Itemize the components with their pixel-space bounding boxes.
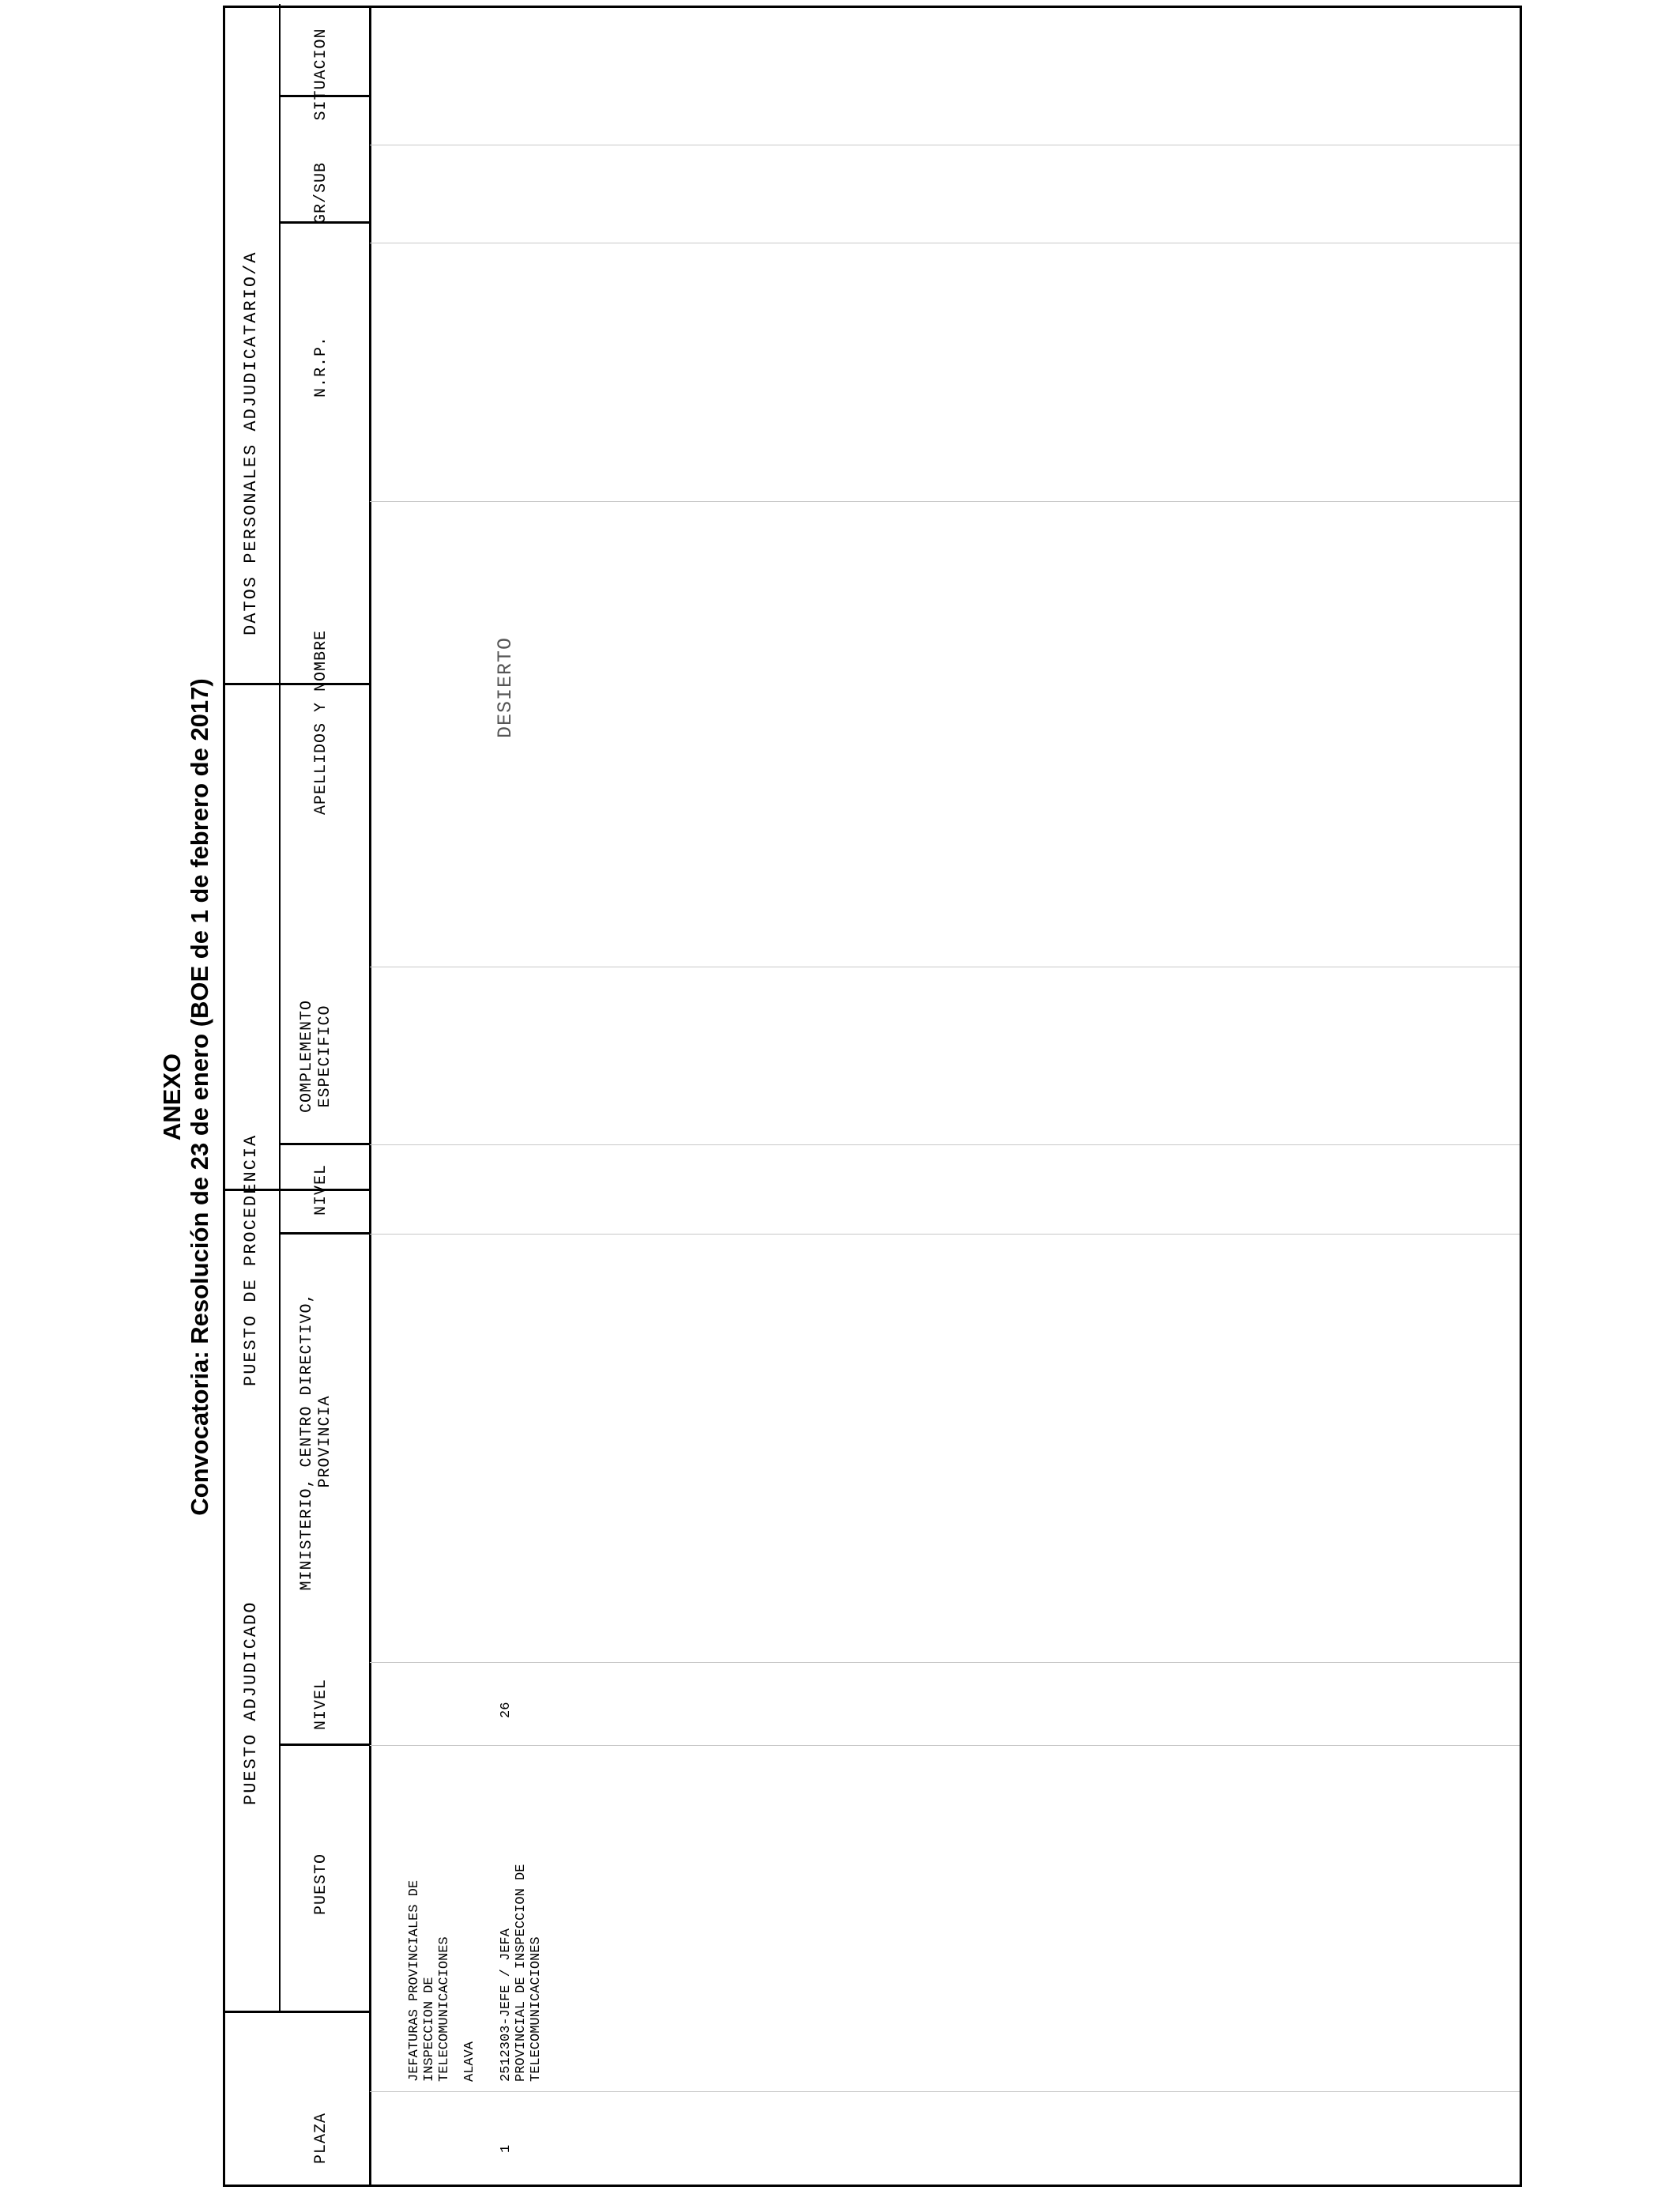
col-situacion: SITUACION xyxy=(312,28,330,121)
group-datos-personales: DATOS PERSONALES ADJUDICATARIO/A xyxy=(241,251,261,635)
col-nivel: NIVEL xyxy=(312,1679,330,1731)
guide-ministerio xyxy=(370,1234,1520,1235)
apellidos-value: DESIERTO xyxy=(494,636,517,738)
guide-plaza xyxy=(370,2091,1520,2092)
nivel-value: 26 xyxy=(499,1702,514,1718)
guide-apellidos xyxy=(370,501,1520,502)
guide-puesto xyxy=(370,1745,1520,1746)
document-title: ANEXO xyxy=(158,1053,186,1141)
sep-plaza xyxy=(225,2011,370,2013)
plaza-value: 1 xyxy=(499,2144,514,2153)
guide-nivel xyxy=(370,1662,1520,1663)
col-grsub: GR/SUB xyxy=(312,162,330,224)
col-complemento: COMPLEMENTO ESPECIFICO xyxy=(298,999,334,1114)
title-block xyxy=(158,0,213,2194)
guide-nivel-procedencia xyxy=(370,1144,1520,1145)
col-ministerio: MINISTERIO, CENTRO DIRECTIVO, PROVINCIA xyxy=(298,1292,334,1591)
col-nivel-procedencia: NIVEL xyxy=(312,1164,330,1216)
group-puesto-procedencia: PUESTO DE PROCEDENCIA xyxy=(241,1133,261,1386)
document-subtitle: Convocatoria: Resolución de 23 de enero (BOE de 1 de febrero de 2017) xyxy=(186,678,213,1516)
col-nrp: N.R.P. xyxy=(312,336,330,398)
header-bottom-line xyxy=(369,6,371,2185)
group-puesto-adjudicado: PUESTO ADJUDICADO xyxy=(241,1600,261,1805)
col-plaza: PLAZA xyxy=(312,2113,330,2165)
col-apellidos: APELLIDOS Y NOMBRE xyxy=(312,629,330,816)
group-underline-datos xyxy=(279,4,281,685)
province-label: ALAVA xyxy=(462,2041,477,2082)
sep-group-2 xyxy=(225,683,370,685)
group-underline-procedencia xyxy=(279,685,281,1189)
col-puesto: PUESTO xyxy=(312,1853,330,1916)
puesto-value: 2512303-JEFE / JEFA PROVINCIAL DE INSPECCION DE TELECOMUNICACIONES xyxy=(499,1864,544,2082)
section-label: JEFATURAS PROVINCIALES DE INSPECCION DE TELECOMUNICACIONES xyxy=(407,1879,452,2082)
annex-table xyxy=(223,6,1522,2187)
group-underline-adjudicado xyxy=(279,1191,281,2013)
